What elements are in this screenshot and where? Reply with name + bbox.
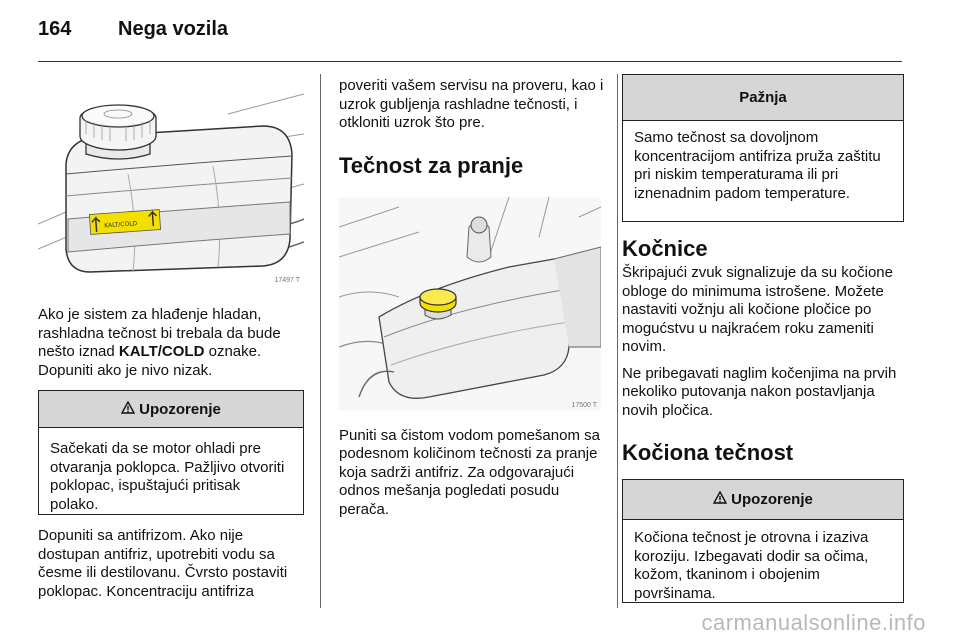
coolant-service-paragraph: poveriti vašem servisu na proveru, kao i uzrok gubljenja rashladne tečnosti, i otkloniti uzrok što pre. xyxy=(339,77,604,131)
warning-header xyxy=(39,391,303,428)
column-divider-1 xyxy=(320,74,321,608)
warning-triangle-icon-2 xyxy=(713,491,727,508)
warning-text: Sačekati da se motor ohladi pre otvaranja poklopca. Pažljivo otvoriti poklopac, ispuštajući pritisak polako. xyxy=(50,440,285,513)
figure-code-2: 17500 T xyxy=(571,401,597,409)
notice-header: Pažnja xyxy=(623,75,903,121)
coolant-level-paragraph xyxy=(38,306,304,380)
brake-warning-header xyxy=(623,480,903,520)
coolant-level-text-a: Ako je sistem za hlađenje hladan, rashladna tečnost bi trebala da bude nešto iznad xyxy=(38,306,281,360)
brakes-paragraph-1: Škripajući zvuk signalizuje da su kočione obloge do minimuma istrošene. Možete nastaviti vožnju ali kočione pločice po mogućstvu u najkraćem roku zameniti novim. xyxy=(622,264,893,355)
brake-warning-text: Kočiona tečnost je otrovna i izaziva koroziju. Izbegavati dodir sa očima, kožom, tkaninom i obojenim površinama. xyxy=(634,529,869,602)
brake-fluid-heading: Kočiona tečnost xyxy=(622,440,794,465)
antifreeze-paragraph: Dopuniti sa antifrizom. Ako nije dostupan antifriz, upotrebiti vodu sa česme ili destilovanu. Čvrsto postaviti poklopac. Koncentraciju antifriza xyxy=(38,527,288,600)
brake-fluid-warning-box xyxy=(622,479,904,603)
column-2 xyxy=(339,64,607,519)
column-3 xyxy=(622,74,904,603)
warning-title: Upozorenje xyxy=(139,400,221,418)
coolant-warning-box xyxy=(38,390,304,515)
column-1 xyxy=(38,74,304,601)
washer-reservoir-illustration xyxy=(339,197,601,411)
coolant-level-text-b: oznake. Dopuniti ako je nivo nizak. xyxy=(38,343,262,379)
kalt-cold-text: KALT/COLD xyxy=(103,220,138,230)
brakes-paragraph-2: Ne pribegavati naglim kočenjima na prvih nekoliko putovanja nakon postavljanja novih pločica. xyxy=(622,364,897,419)
coolant-tank-figure xyxy=(38,74,304,286)
page-title: Nega vozila xyxy=(118,18,229,40)
washer-fluid-paragraph: Puniti sa čistom vodom pomešanom sa podesnom količinom tečnosti za pranje koja sadrži antifriz. Za odgovarajući odnos mešanja pogledati posudu perača. xyxy=(339,426,600,518)
washer-cap xyxy=(420,289,456,312)
brakes-heading: Kočnice xyxy=(622,236,708,261)
watermark: carmanualsonline.info xyxy=(701,610,926,635)
kalt-cold-mark: KALT/COLD xyxy=(118,343,205,360)
page-number: 164 xyxy=(38,18,72,40)
notice-text: Samo tečnost sa dovoljnom koncentracijom antifriza pruža zaštitu pri niskim temperaturama ili pri iznenadnim padom temperature. xyxy=(634,129,881,202)
coolant-tank-illustration xyxy=(38,74,304,286)
brake-warning-title: Upozorenje xyxy=(731,491,813,508)
washer-fluid-heading: Tečnost za pranje xyxy=(339,152,524,178)
page-header xyxy=(38,18,228,48)
column-divider-2 xyxy=(617,74,618,608)
notice-box xyxy=(622,74,904,222)
washer-reservoir-figure xyxy=(339,197,601,411)
figure-code: 17497 T xyxy=(274,277,300,284)
warning-triangle-icon xyxy=(121,401,135,418)
header-rule xyxy=(38,61,902,62)
